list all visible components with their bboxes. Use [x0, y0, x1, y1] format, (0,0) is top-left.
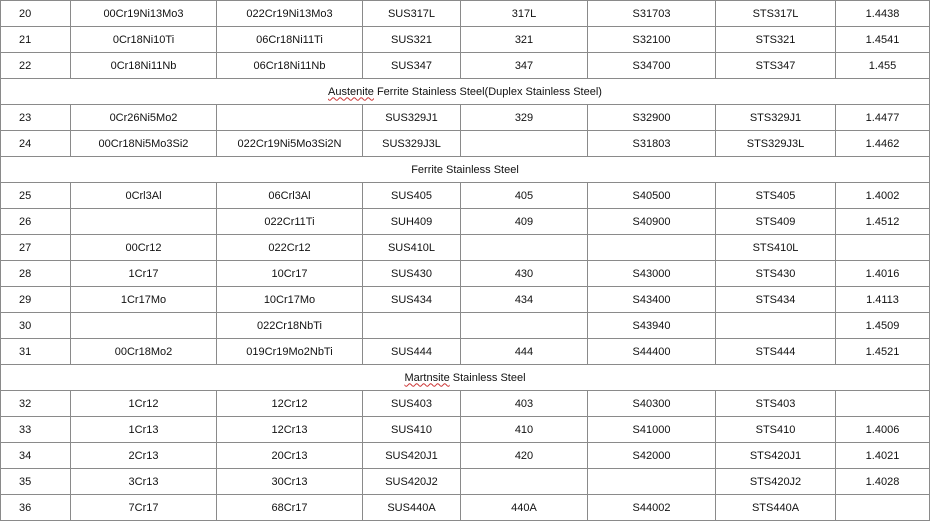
table-body: [1, 1, 930, 521]
row-number-cell: 24: [1, 131, 71, 157]
aisi-grade-cell: 317L: [461, 1, 588, 27]
gb-old-grade-cell: 0Crl3Al: [71, 183, 217, 209]
aisi-grade-cell: 321: [461, 27, 588, 53]
aisi-grade-cell: 410: [461, 417, 588, 443]
gb-new-grade-cell: 10Cr17Mo: [217, 287, 363, 313]
din-number-cell: 1.4028: [836, 469, 930, 495]
jis-grade-cell: SUS317L: [363, 1, 461, 27]
jis-grade-cell: SUS403: [363, 391, 461, 417]
jis-grade-cell: [363, 313, 461, 339]
table-row: [1, 469, 930, 495]
din-number-cell: 1.4113: [836, 287, 930, 313]
gb-old-grade-cell: 0Cr26Ni5Mo2: [71, 105, 217, 131]
ks-grade-cell: STS420J2: [716, 469, 836, 495]
table-row: [1, 27, 930, 53]
din-number-cell: 1.4016: [836, 261, 930, 287]
uns-grade-cell: S44002: [588, 495, 716, 521]
din-number-cell: 1.4541: [836, 27, 930, 53]
section-header-first-word: Martnsite: [404, 371, 450, 384]
aisi-grade-cell: 444: [461, 339, 588, 365]
gb-old-grade-cell: 0Cr18Ni11Nb: [71, 53, 217, 79]
gb-old-grade-cell: 00Cr19Ni13Mo3: [71, 1, 217, 27]
row-number-cell: 26: [1, 209, 71, 235]
din-number-cell: [836, 235, 930, 261]
gb-new-grade-cell: 022Cr12: [217, 235, 363, 261]
row-number-cell: 23: [1, 105, 71, 131]
uns-grade-cell: S44400: [588, 339, 716, 365]
ks-grade-cell: STS329J3L: [716, 131, 836, 157]
uns-grade-cell: S40500: [588, 183, 716, 209]
gb-new-grade-cell: 12Cr13: [217, 417, 363, 443]
row-number-cell: 31: [1, 339, 71, 365]
section-header-row: [1, 157, 930, 183]
jis-grade-cell: SUS329J3L: [363, 131, 461, 157]
jis-grade-cell: SUS410: [363, 417, 461, 443]
ks-grade-cell: STS409: [716, 209, 836, 235]
din-number-cell: 1.4021: [836, 443, 930, 469]
gb-new-grade-cell: 12Cr12: [217, 391, 363, 417]
ks-grade-cell: STS321: [716, 27, 836, 53]
aisi-grade-cell: [461, 469, 588, 495]
ks-grade-cell: STS440A: [716, 495, 836, 521]
uns-grade-cell: S43000: [588, 261, 716, 287]
jis-grade-cell: SUS410L: [363, 235, 461, 261]
gb-old-grade-cell: 2Cr13: [71, 443, 217, 469]
row-number-cell: 21: [1, 27, 71, 53]
din-number-cell: 1.455: [836, 53, 930, 79]
table-row: [1, 1, 930, 27]
gb-new-grade-cell: 019Cr19Mo2NbTi: [217, 339, 363, 365]
row-number-cell: 20: [1, 1, 71, 27]
gb-new-grade-cell: [217, 105, 363, 131]
ks-grade-cell: STS329J1: [716, 105, 836, 131]
row-number-cell: 25: [1, 183, 71, 209]
din-number-cell: 1.4438: [836, 1, 930, 27]
gb-new-grade-cell: 06Cr18Ni11Ti: [217, 27, 363, 53]
gb-old-grade-cell: [71, 209, 217, 235]
gb-new-grade-cell: 022Cr11Ti: [217, 209, 363, 235]
uns-grade-cell: S41000: [588, 417, 716, 443]
table-row: [1, 209, 930, 235]
ks-grade-cell: STS420J1: [716, 443, 836, 469]
gb-old-grade-cell: 1Cr13: [71, 417, 217, 443]
table-row: [1, 105, 930, 131]
row-number-cell: 33: [1, 417, 71, 443]
ks-grade-cell: STS430: [716, 261, 836, 287]
jis-grade-cell: SUS440A: [363, 495, 461, 521]
gb-new-grade-cell: 10Cr17: [217, 261, 363, 287]
uns-grade-cell: S31803: [588, 131, 716, 157]
gb-new-grade-cell: 06Crl3Al: [217, 183, 363, 209]
jis-grade-cell: SUH409: [363, 209, 461, 235]
table-row: [1, 53, 930, 79]
table-row: [1, 131, 930, 157]
gb-old-grade-cell: 1Cr12: [71, 391, 217, 417]
uns-grade-cell: S42000: [588, 443, 716, 469]
din-number-cell: 1.4002: [836, 183, 930, 209]
gb-old-grade-cell: 3Cr13: [71, 469, 217, 495]
section-header-cell: [1, 157, 930, 183]
row-number-cell: 35: [1, 469, 71, 495]
table-row: [1, 287, 930, 313]
din-number-cell: 1.4006: [836, 417, 930, 443]
aisi-grade-cell: 347: [461, 53, 588, 79]
row-number-cell: 30: [1, 313, 71, 339]
section-header-text: Ferrite Stainless Steel(Duplex Stainless Steel): [373, 85, 602, 98]
row-number-cell: 32: [1, 391, 71, 417]
aisi-grade-cell: 440A: [461, 495, 588, 521]
uns-grade-cell: S31703: [588, 1, 716, 27]
uns-grade-cell: S43400: [588, 287, 716, 313]
uns-grade-cell: [588, 235, 716, 261]
din-number-cell: 1.4509: [836, 313, 930, 339]
jis-grade-cell: SUS434: [363, 287, 461, 313]
uns-grade-cell: S32900: [588, 105, 716, 131]
gb-new-grade-cell: 022Cr19Ni13Mo3: [217, 1, 363, 27]
gb-old-grade-cell: 7Cr17: [71, 495, 217, 521]
gb-old-grade-cell: 00Cr18Ni5Mo3Si2: [71, 131, 217, 157]
ks-grade-cell: STS434: [716, 287, 836, 313]
table-row: [1, 261, 930, 287]
aisi-grade-cell: [461, 131, 588, 157]
jis-grade-cell: SUS405: [363, 183, 461, 209]
uns-grade-cell: [588, 469, 716, 495]
row-number-cell: 22: [1, 53, 71, 79]
aisi-grade-cell: 403: [461, 391, 588, 417]
ks-grade-cell: STS410L: [716, 235, 836, 261]
aisi-grade-cell: 405: [461, 183, 588, 209]
gb-new-grade-cell: 022Cr19Ni5Mo3Si2N: [217, 131, 363, 157]
din-number-cell: 1.4477: [836, 105, 930, 131]
aisi-grade-cell: 430: [461, 261, 588, 287]
ks-grade-cell: STS347: [716, 53, 836, 79]
din-number-cell: 1.4512: [836, 209, 930, 235]
gb-new-grade-cell: 20Cr13: [217, 443, 363, 469]
gb-old-grade-cell: 00Cr12: [71, 235, 217, 261]
jis-grade-cell: SUS430: [363, 261, 461, 287]
uns-grade-cell: S40300: [588, 391, 716, 417]
jis-grade-cell: SUS347: [363, 53, 461, 79]
section-header-text: Ferrite Stainless Steel: [411, 163, 519, 176]
uns-grade-cell: S34700: [588, 53, 716, 79]
table-row: [1, 313, 930, 339]
table-row: [1, 443, 930, 469]
section-header-cell: [1, 79, 930, 105]
din-number-cell: 1.4462: [836, 131, 930, 157]
section-header-first-word: Austenite: [328, 85, 374, 98]
row-number-cell: 28: [1, 261, 71, 287]
jis-grade-cell: SUS420J1: [363, 443, 461, 469]
row-number-cell: 29: [1, 287, 71, 313]
aisi-grade-cell: 409: [461, 209, 588, 235]
ks-grade-cell: STS444: [716, 339, 836, 365]
ks-grade-cell: STS317L: [716, 1, 836, 27]
jis-grade-cell: SUS420J2: [363, 469, 461, 495]
jis-grade-cell: SUS321: [363, 27, 461, 53]
uns-grade-cell: S40900: [588, 209, 716, 235]
table-row: [1, 495, 930, 521]
ks-grade-cell: [716, 313, 836, 339]
din-number-cell: 1.4521: [836, 339, 930, 365]
aisi-grade-cell: 434: [461, 287, 588, 313]
table-row: [1, 391, 930, 417]
table-row: [1, 183, 930, 209]
ks-grade-cell: STS403: [716, 391, 836, 417]
table-row: [1, 417, 930, 443]
ks-grade-cell: STS405: [716, 183, 836, 209]
uns-grade-cell: S32100: [588, 27, 716, 53]
gb-old-grade-cell: 1Cr17Mo: [71, 287, 217, 313]
table-row: [1, 339, 930, 365]
section-header-row: [1, 365, 930, 391]
table-row: [1, 235, 930, 261]
uns-grade-cell: S43940: [588, 313, 716, 339]
din-number-cell: [836, 391, 930, 417]
jis-grade-cell: SUS444: [363, 339, 461, 365]
gb-old-grade-cell: [71, 313, 217, 339]
row-number-cell: 36: [1, 495, 71, 521]
section-header-text: Stainless Steel: [449, 371, 526, 384]
gb-new-grade-cell: 06Cr18Ni11Nb: [217, 53, 363, 79]
section-header-row: [1, 79, 930, 105]
aisi-grade-cell: 420: [461, 443, 588, 469]
row-number-cell: 27: [1, 235, 71, 261]
gb-new-grade-cell: 022Cr18NbTi: [217, 313, 363, 339]
aisi-grade-cell: [461, 235, 588, 261]
ks-grade-cell: STS410: [716, 417, 836, 443]
row-number-cell: 34: [1, 443, 71, 469]
din-number-cell: [836, 495, 930, 521]
aisi-grade-cell: 329: [461, 105, 588, 131]
gb-old-grade-cell: 0Cr18Ni10Ti: [71, 27, 217, 53]
jis-grade-cell: SUS329J1: [363, 105, 461, 131]
gb-new-grade-cell: 30Cr13: [217, 469, 363, 495]
gb-old-grade-cell: 1Cr17: [71, 261, 217, 287]
section-header-cell: [1, 365, 930, 391]
gb-new-grade-cell: 68Cr17: [217, 495, 363, 521]
aisi-grade-cell: [461, 313, 588, 339]
gb-old-grade-cell: 00Cr18Mo2: [71, 339, 217, 365]
